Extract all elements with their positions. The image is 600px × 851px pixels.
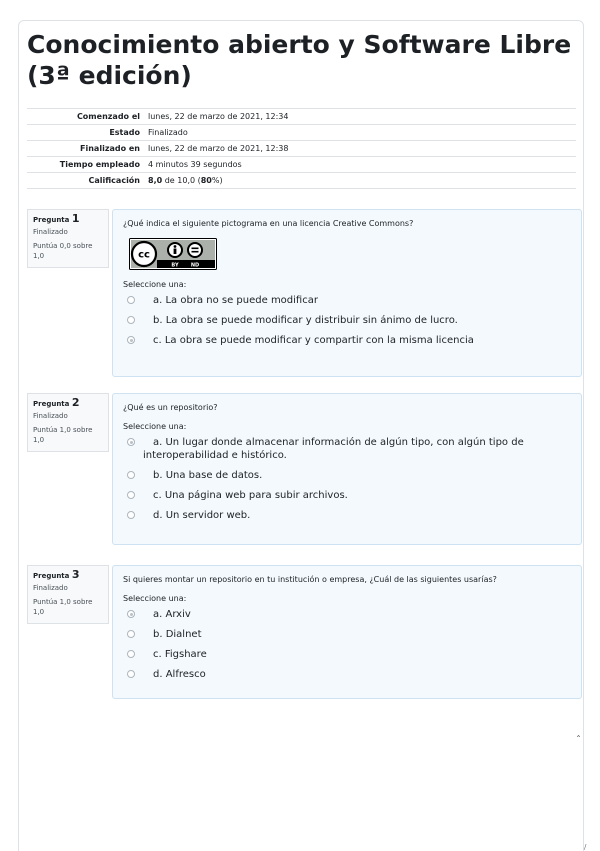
radio-button[interactable] — [127, 630, 135, 638]
question-text: Si quieres montar un repositorio en tu institución o empresa, ¿Cuál de las siguientes usarías? — [123, 575, 497, 584]
cc-by-nd-icon — [129, 238, 217, 270]
question-info — [27, 209, 109, 268]
grade-out-of: de 10,0 ( — [162, 176, 201, 185]
chevron-up-icon[interactable]: ˆ — [576, 735, 581, 746]
summary-row-finished — [27, 141, 576, 157]
question-text: ¿Qué es un repositorio? — [123, 403, 218, 412]
grade-percent-suffix: %) — [211, 176, 223, 185]
answer-option[interactable] — [123, 466, 571, 486]
summary-label: Estado — [27, 125, 144, 141]
answer-label: a. Arxiv — [153, 609, 191, 620]
radio-button[interactable] — [127, 511, 135, 519]
summary-label: Calificación — [27, 173, 144, 189]
radio-button-selected[interactable] — [127, 610, 135, 618]
answer-prompt: Seleccione una: — [123, 422, 187, 431]
radio-button[interactable] — [127, 650, 135, 658]
summary-label: Finalizado en — [27, 141, 144, 157]
answer-option[interactable] — [123, 486, 571, 506]
question-state: Finalizado — [33, 412, 68, 420]
answer-option[interactable] — [123, 291, 571, 311]
answer-label: d. Un servidor web. — [153, 510, 251, 521]
summary-value: lunes, 22 de marzo de 2021, 12:34 — [144, 109, 576, 125]
answer-prompt: Seleccione una: — [123, 280, 187, 289]
radio-button[interactable] — [127, 296, 135, 304]
answer-prompt: Seleccione una: — [123, 594, 187, 603]
question-text: ¿Qué indica el siguiente pictograma en una licencia Creative Commons? — [123, 219, 414, 228]
answer-option[interactable] — [123, 605, 571, 625]
answer-option[interactable] — [123, 645, 571, 665]
summary-row-state — [27, 125, 576, 141]
question-info — [27, 565, 109, 624]
radio-button[interactable] — [127, 670, 135, 678]
question-label: Pregunta — [33, 216, 70, 224]
svg-text:ND: ND — [190, 262, 200, 269]
question-info — [27, 393, 109, 452]
page-title: Conocimiento abierto y Software Libre (3ª edición) — [27, 30, 572, 90]
answer-label: c. La obra se puede modificar y compartir con la misma licencia — [153, 335, 474, 346]
grade-percent: 80 — [200, 176, 212, 185]
summary-row-grade — [27, 173, 576, 189]
question-label: Pregunta — [33, 572, 70, 580]
attempt-summary-table — [27, 108, 576, 189]
answer-label: c. Una página web para subir archivos. — [153, 490, 348, 501]
question-label: Pregunta — [33, 400, 70, 408]
question-number: 3 — [71, 568, 80, 581]
summary-value: Finalizado — [144, 125, 576, 141]
question-grade: Puntúa 1,0 sobre 1,0 — [33, 598, 93, 616]
quiz-review-page — [18, 20, 587, 851]
answer-label: c. Figshare — [153, 649, 207, 660]
answer-label: b. Dialnet — [153, 629, 202, 640]
question-content — [112, 209, 582, 377]
question-number: 2 — [71, 396, 80, 409]
answer-label: a. La obra no se puede modificar — [153, 295, 318, 306]
summary-value — [144, 173, 576, 189]
answer-option[interactable] — [123, 331, 571, 351]
svg-text:BY: BY — [171, 262, 179, 269]
question-number: 1 — [71, 212, 80, 225]
summary-value: 4 minutos 39 segundos — [144, 157, 576, 173]
radio-button-selected[interactable] — [127, 438, 135, 446]
radio-button[interactable] — [127, 491, 135, 499]
question-content — [112, 565, 582, 699]
question-content — [112, 393, 582, 545]
answer-label: b. Una base de datos. — [153, 470, 263, 481]
answer-label: d. Alfresco — [153, 669, 206, 680]
radio-button[interactable] — [127, 316, 135, 324]
summary-row-started — [27, 109, 576, 125]
answer-label: b. La obra se puede modificar y distribuir sin ánimo de lucro. — [153, 315, 458, 326]
summary-label: Tiempo empleado — [27, 157, 144, 173]
question-grade: Puntúa 0,0 sobre 1,0 — [33, 242, 93, 260]
answer-label: a. Un lugar donde almacenar información de algún tipo, con algún tipo de interoperabilidad e histórico. — [143, 437, 524, 461]
question-grade: Puntúa 1,0 sobre 1,0 — [33, 426, 93, 444]
question-state: Finalizado — [33, 584, 68, 592]
question-state: Finalizado — [33, 228, 68, 236]
summary-label: Comenzado el — [27, 109, 144, 125]
answer-option[interactable] — [123, 311, 571, 331]
summary-value: lunes, 22 de marzo de 2021, 12:38 — [144, 141, 576, 157]
grade-score: 8,0 — [148, 176, 163, 185]
svg-text:cc: cc — [138, 249, 150, 261]
answer-option[interactable] — [123, 625, 571, 645]
page-footer-mark: / — [584, 843, 587, 851]
summary-row-time-taken — [27, 157, 576, 173]
answer-option[interactable] — [123, 433, 571, 466]
radio-button[interactable] — [127, 471, 135, 479]
radio-button-selected[interactable] — [127, 336, 135, 344]
answer-option[interactable] — [123, 506, 571, 526]
answer-option[interactable] — [123, 665, 571, 685]
